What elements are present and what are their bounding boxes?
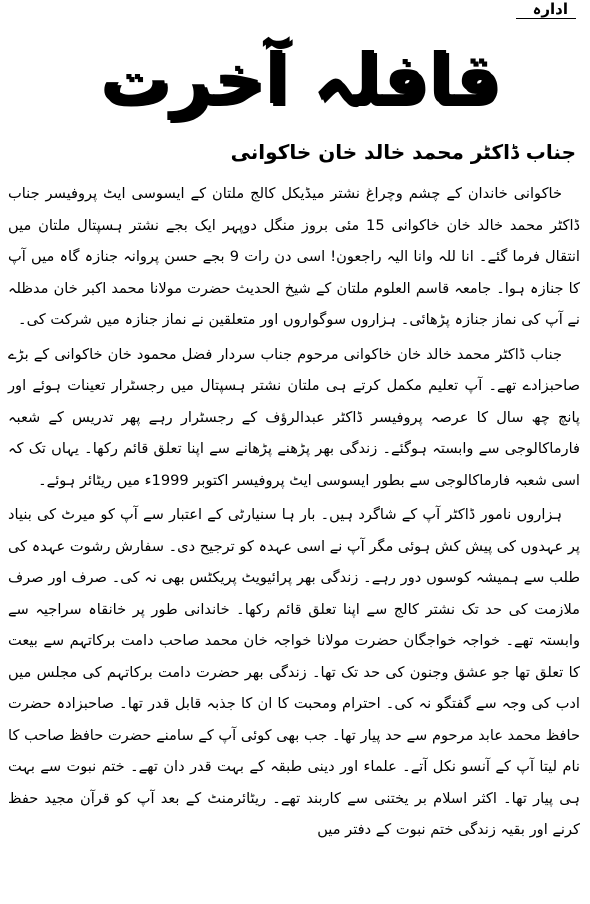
article-title: قافلہ آخرت bbox=[99, 38, 501, 120]
article-paragraph: ہزاروں نامور ڈاکٹر آپ کے شاگرد ہیں۔ بار ہا سنیارٹی کے اعتبار سے آپ کو میرٹ کی بنیاد پر عہدوں کی پیش کش ہوئی مگر آپ نے اسی عہدہ کو ترجیح دی۔ سفارش رشوت عہدہ کی طلب سے ہمیشہ کوسوں دور رہے۔ زندگی بھر پرائیویٹ پریکٹس بھی نہ کی۔ صرف اور صرف ملازمت کی حد تک نشتر کالج سے اپنا تعلق قائم رکھا۔ خاندانی طور پر خانقاہ سراجیہ سے وابستہ تھے۔ خواجہ خواجگان حضرت مولانا خواجہ خان محمد صاحب دامت برکاتہم سے بیعت کا تعلق تھا جو عشق وجنون کی حد تک تھا۔ زندگی بھر حضرت دامت برکاتہم کی مجلس میں ادب کی وجہ سے گفتگو نہ کی۔ احترام ومحبت کا ان کا جذبہ قابل قدر تھا۔ صاحبزادہ حضرت حافظ محمد عابد مرحوم سے حد پیار تھا۔ جب بھی کوئی آپ کے سامنے حضرت حافظ صاحب کا نام لیتا آپ کے آنسو نکل آتے۔ علماء اور دینی طبقہ کے بہت قدر دان تھے۔ ختم نبوت سے بہت ہی پیار تھا۔ اکثر اسلام بر یختنی سے کاربند تھے۔ ریٹائرمنٹ کے بعد آپ کو قرآن مجید حفظ کرنے اور بقیہ زندگی ختم نبوت کے دفتر میں bbox=[8, 506, 580, 838]
section-tag-underline bbox=[516, 18, 576, 19]
article-body bbox=[8, 178, 580, 846]
article-byline: جناب ڈاکٹر محمد خالد خان خاکوانی bbox=[230, 140, 576, 164]
article-paragraph: خاکوانی خاندان کے چشم وچراغ نشتر میڈیکل کالج ملتان کے ایسوسی ایٹ پروفیسر جناب ڈاکٹر محمد خالد خان خاکوانی 15 مئی بروز منگل دوپہر ایک بجے نشتر ہسپتال ملتان میں انتقال فرما گئے۔ انا للہ وانا الیہ راجعون! اسی دن رات 9 بجے حسن پروانہ جنازہ گاہ میں آپ کا جنازہ ہوا۔ جامعہ قاسم العلوم ملتان کے شیخ الحدیث حضرت مولانا محمد اکبر خان مدظلہ نے آپ کی نماز جنازہ پڑھائی۔ ہزاروں سوگواروں اور متعلقین نے نماز جنازہ میں شرکت کی۔ bbox=[8, 185, 581, 328]
article-paragraph: جناب ڈاکٹر محمد خالد خان خاکوانی مرحوم جناب سردار فضل محمود خان خاکوانی کے بڑے صاحبزادے تھے۔ آپ تعلیم مکمل کرتے ہی ملتان نشتر ہسپتال میں رجسٹرار تعینات ہوئے اور پانچ چھ سال کا عرصہ پروفیسر ڈاکٹر عبدالرؤف کے رجسٹرار رہے پھر تدریس کے شعبہ فارماکالوجی سے وابستہ ہوگئے۔ زندگی بھر پڑھنے پڑھانے سے اپنا تعلق قائم رکھا۔ یہاں تک کہ اسی شعبہ فارماکالوجی سے بطور ایسوسی ایٹ پروفیسر اکتوبر 1999ء میں ریٹائر ہوئے۔ bbox=[8, 345, 580, 489]
section-tag: ادارہ bbox=[532, 0, 568, 18]
